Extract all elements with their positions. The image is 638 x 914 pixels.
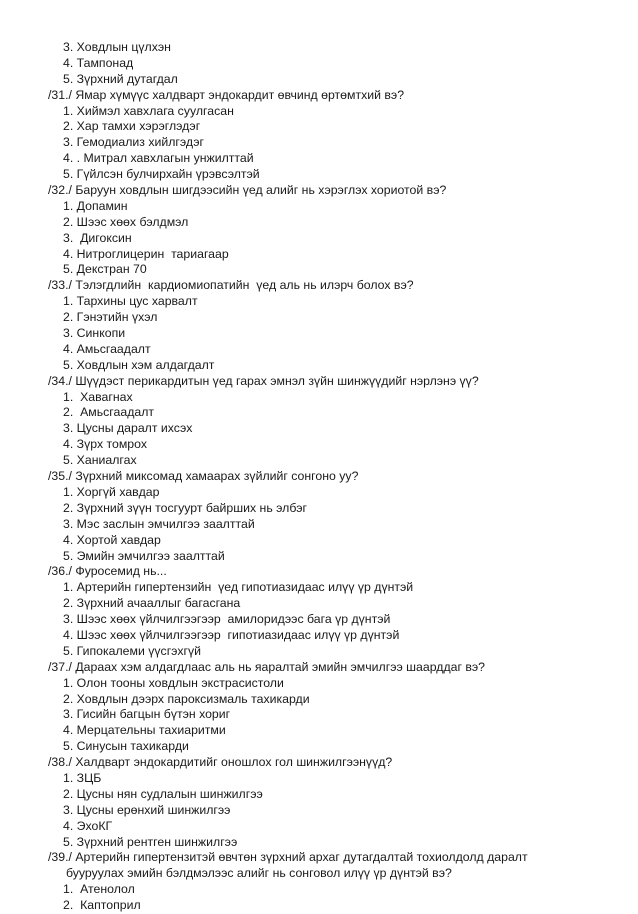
answer-option: 1. ЗЦБ <box>63 770 102 785</box>
answer-option: 1. Тархины цус харвалт <box>63 294 198 309</box>
answer-option: 5. Ховдлын хэм алдагдалт <box>63 357 215 372</box>
answer-option: 5. Синусын тахикарди <box>63 739 189 754</box>
answer-option: 2. Амьсгаадалт <box>63 405 155 420</box>
document-page <box>0 40 638 914</box>
answer-option: 1. Хавагнах <box>63 389 133 404</box>
answer-option: 2. Зүрхний зүүн тосгуурт байрших нь элбэг <box>63 500 307 515</box>
answer-option: 3. Цусны ерөнхий шинжилгээ <box>63 802 231 817</box>
question-line: /31./ Ямар хүмүүс халдварт эндокардит өвчинд өртөмтхий вэ? <box>48 87 405 102</box>
answer-option: 4. Нитроглицерин тариагаар <box>63 246 229 261</box>
answer-option: 4. Шээс хөөх үйлчилгээгээр гипотиазидаас илүү үр дүнтэй <box>63 627 400 642</box>
question-line: /33./ Тэлэгдлийн кардиомиопатийн үед аль нь илэрч болох вэ? <box>48 278 414 293</box>
answer-option: 5. Зүрхний рентген шинжилгээ <box>63 834 238 849</box>
question-line: /39./ Артерийн гипертензитэй өвчтөн зүрхний архаг дутагдалтай тохиолдолд даралт <box>48 850 528 865</box>
answer-option: 5. Ханиалгах <box>63 453 137 468</box>
answer-option: 5. Гипокалеми үүсгэхгүй <box>63 643 201 658</box>
answer-option: 3. Цусны даралт ихсэх <box>63 421 193 436</box>
answer-option: 3. Гисийн багцын бүтэн хориг <box>63 707 231 722</box>
question-line: /35./ Зүрхний миксомад хамаарах зүйлийг сонгоно уу? <box>48 469 359 484</box>
answer-option: 3. Дигоксин <box>63 230 132 245</box>
answer-option: 2. Цусны нян судлалын шинжилгээ <box>63 786 263 801</box>
answer-option: 3. Синкопи <box>63 326 126 341</box>
question-line: /37./ Дараах хэм алдагдлаас аль нь яаралтай эмийн эмчилгээ шаарддаг вэ? <box>48 659 486 674</box>
answer-option: 3. Мэс заслын эмчилгээ заалттай <box>63 516 255 531</box>
answer-option: 1. Олон тооны ховдлын экстрасистоли <box>63 675 284 690</box>
answer-option: 3. Шээс хөөх үйлчилгээгээр амилоридээс бага үр дүнтэй <box>63 612 391 627</box>
question-continuation: бууруулах эмийн бэлдмэлээс алийг нь сонговол илүү үр дүнтэй вэ? <box>66 866 452 881</box>
answer-option: 5. Гүйлсэн булчирхайн үрэвсэлтэй <box>63 167 260 182</box>
answer-option: 4. Амьсгаадалт <box>63 341 151 356</box>
answer-option: 2. Каптоприл <box>63 898 141 913</box>
answer-option: 5. Эмийн эмчилгээ заалттай <box>63 548 225 563</box>
answer-option: 1. Артерийн гипертензийн үед гипотиазидаас илүү үр дүнтэй <box>63 580 414 595</box>
answer-option: 1. Хоргүй хавдар <box>63 484 160 499</box>
answer-option: 5. Декстран 70 <box>63 262 147 277</box>
answer-option: 2. Гэнэтийн үхэл <box>63 310 158 325</box>
question-line: /32./ Баруун ховдлын шигдээсийн үед алийг нь хэрэглэх хориотой вэ? <box>48 183 447 198</box>
answer-option: 2. Хар тамхи хэрэглэдэг <box>63 119 201 134</box>
answer-option: 2. Зүрхний ачааллыг багасгана <box>63 596 241 611</box>
answer-option: 2. Шээс хөөх бэлдмэл <box>63 214 189 229</box>
answer-option: 4. Мерцательны тахиаритми <box>63 723 226 738</box>
answer-option: 4. ЭхоКГ <box>63 818 113 833</box>
answer-option: 4. Тампонад <box>63 55 134 70</box>
answer-option: 4. Зүрх томрох <box>63 437 147 452</box>
answer-option: 1. Хиймэл хавхлага суулгасан <box>63 103 234 118</box>
answer-option: 1. Атенолол <box>63 882 135 897</box>
answer-option: 5. Зүрхний дутагдал <box>63 71 178 86</box>
answer-option: 1. Допамин <box>63 198 128 213</box>
answer-option: 3. Ховдлын цүлхэн <box>63 40 171 54</box>
answer-option: 2. Ховдлын дээрх пароксизмаль тахикарди <box>63 691 310 706</box>
answer-option: 3. Гемодиализ хийлгэдэг <box>63 135 204 150</box>
answer-option: 4. . Митрал хавхлагын унжилттай <box>63 151 254 166</box>
question-line: /34./ Шүүдэст перикардитын үед гарах эмнэл зүйн шинжүүдийг нэрлэнэ үү? <box>48 373 479 388</box>
question-line: /36./ Фуросемид нь... <box>48 564 167 579</box>
question-line: /38./ Халдварт эндокардитийг оношлох гол шинжилгээнүүд? <box>48 755 393 770</box>
answer-option: 4. Хортой хавдар <box>63 532 161 547</box>
